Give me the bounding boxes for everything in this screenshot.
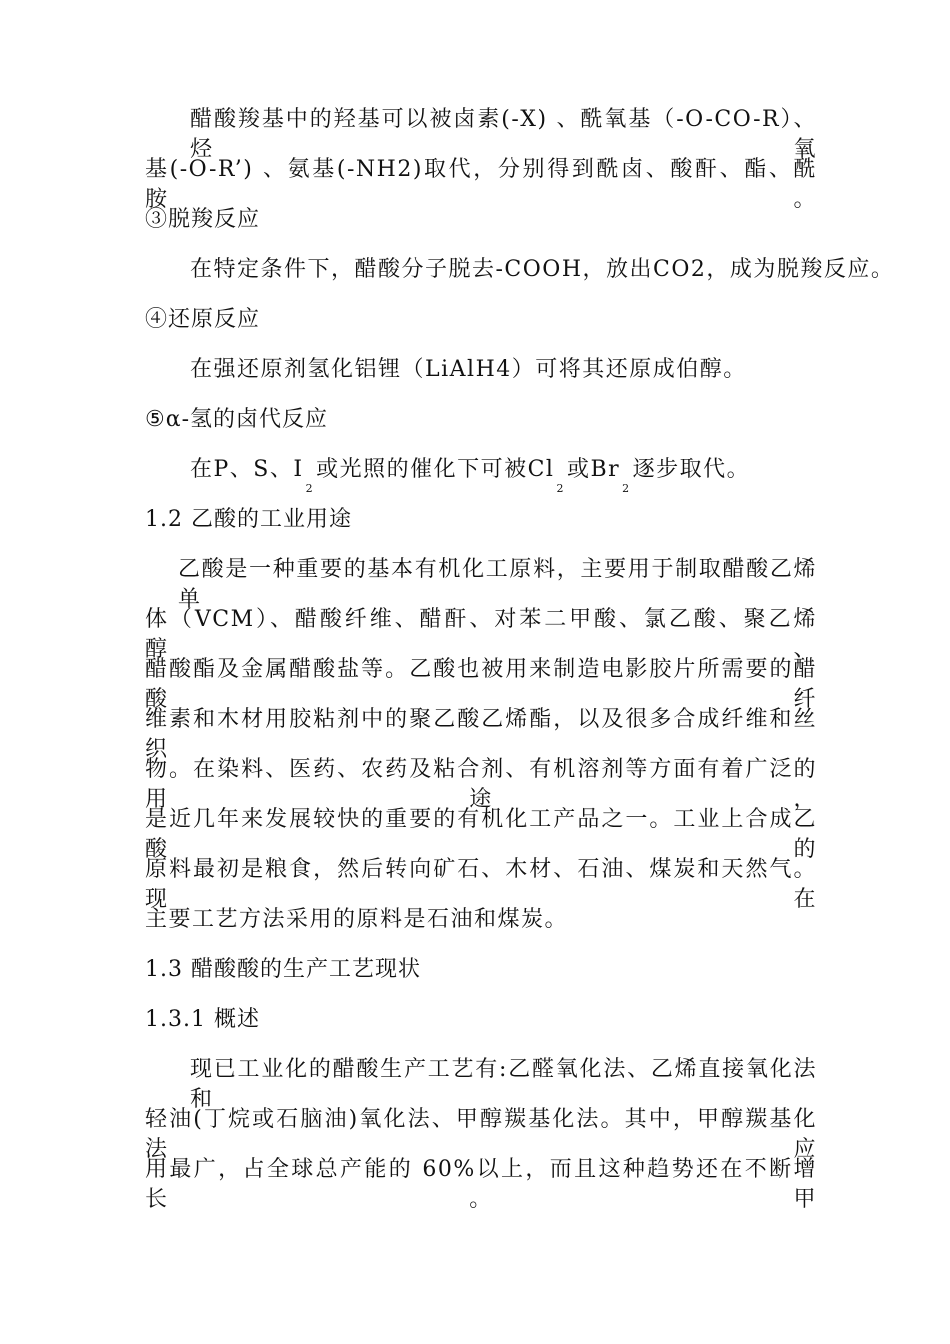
subheading-reduction: ④还原反应 (145, 307, 261, 332)
paragraph-line: 现已工业化的醋酸生产工艺有:乙醛氧化法、乙烯直接氧化法和 (190, 1057, 817, 1112)
paragraph-line: 乙酸是一种重要的基本有机化工原料，主要用于制取醋酸乙烯单 (178, 557, 817, 612)
paragraph-line: 是近几年来发展较快的重要的有机化工产品之一。工业上合成乙酸的 (145, 807, 817, 862)
paragraph-line: 原料最初是粮食，然后转向矿石、木材、石油、煤炭和天然气。现在 (145, 857, 817, 912)
subscript: 2 (622, 482, 631, 495)
section-heading-1-3-1: 1.3.1 概述 (145, 1007, 260, 1032)
paragraph-line: 用最广，占全球总产能的 60%以上，而且这种趋势还在不断增长。甲 (145, 1157, 817, 1212)
paragraph-line: 在特定条件下，醋酸分子脱去-COOH，放出CO2，成为脱羧反应。 (190, 257, 895, 282)
paragraph-line: 轻油(丁烷或石脑油)氧化法、甲醇羰基化法。其中，甲醇羰基化法应 (145, 1107, 817, 1162)
text-segment: 或光照的催化下可被Cl (316, 457, 555, 482)
text-segment: 或Br (566, 457, 621, 482)
subscript: 2 (556, 482, 565, 495)
paragraph-line: 体（VCM）、醋酸纤维、醋酐、对苯二甲酸、氯乙酸、聚乙烯醇、 (145, 607, 817, 662)
section-heading-1-3: 1.3 醋酸酸的生产工艺现状 (145, 957, 421, 982)
subscript: 2 (305, 482, 315, 495)
paragraph-line: 物。在染料、医药、农药及粘合剂、有机溶剂等方面有着广泛的用途， (145, 757, 817, 812)
paragraph-line: 在强还原剂氢化铝锂（LiAlH4）可将其还原成伯醇。 (190, 357, 747, 382)
text-segment: 逐步取代。 (632, 457, 751, 482)
paragraph-line: 主要工艺方法采用的原料是石油和煤炭。 (145, 907, 569, 932)
paragraph-line: 醋酸酯及金属醋酸盐等。乙酸也被用来制造电影胶片所需要的醋酸纤 (145, 657, 817, 712)
paragraph-line: 醋酸羧基中的羟基可以被卤素(-X) 、酰氧基（-O-CO-R）、烃氧 (190, 107, 817, 162)
subheading-decarboxylation: ③脱羧反应 (145, 207, 261, 232)
text-segment: 在P、S、I (190, 457, 304, 482)
paragraph-line: 基(-O-R’) 、氨基(-NH2)取代，分别得到酰卤、酸酐、酯、酰胺。 (145, 157, 817, 212)
section-heading-1-2: 1.2 乙酸的工业用途 (145, 507, 352, 532)
subheading-alpha-halogenation: ⑤α-氢的卤代反应 (145, 407, 329, 432)
paragraph-line-with-subscripts (190, 455, 751, 495)
paragraph-line: 维素和木材用胶粘剂中的聚乙酸乙烯酯，以及很多合成纤维和丝织 (145, 707, 817, 762)
